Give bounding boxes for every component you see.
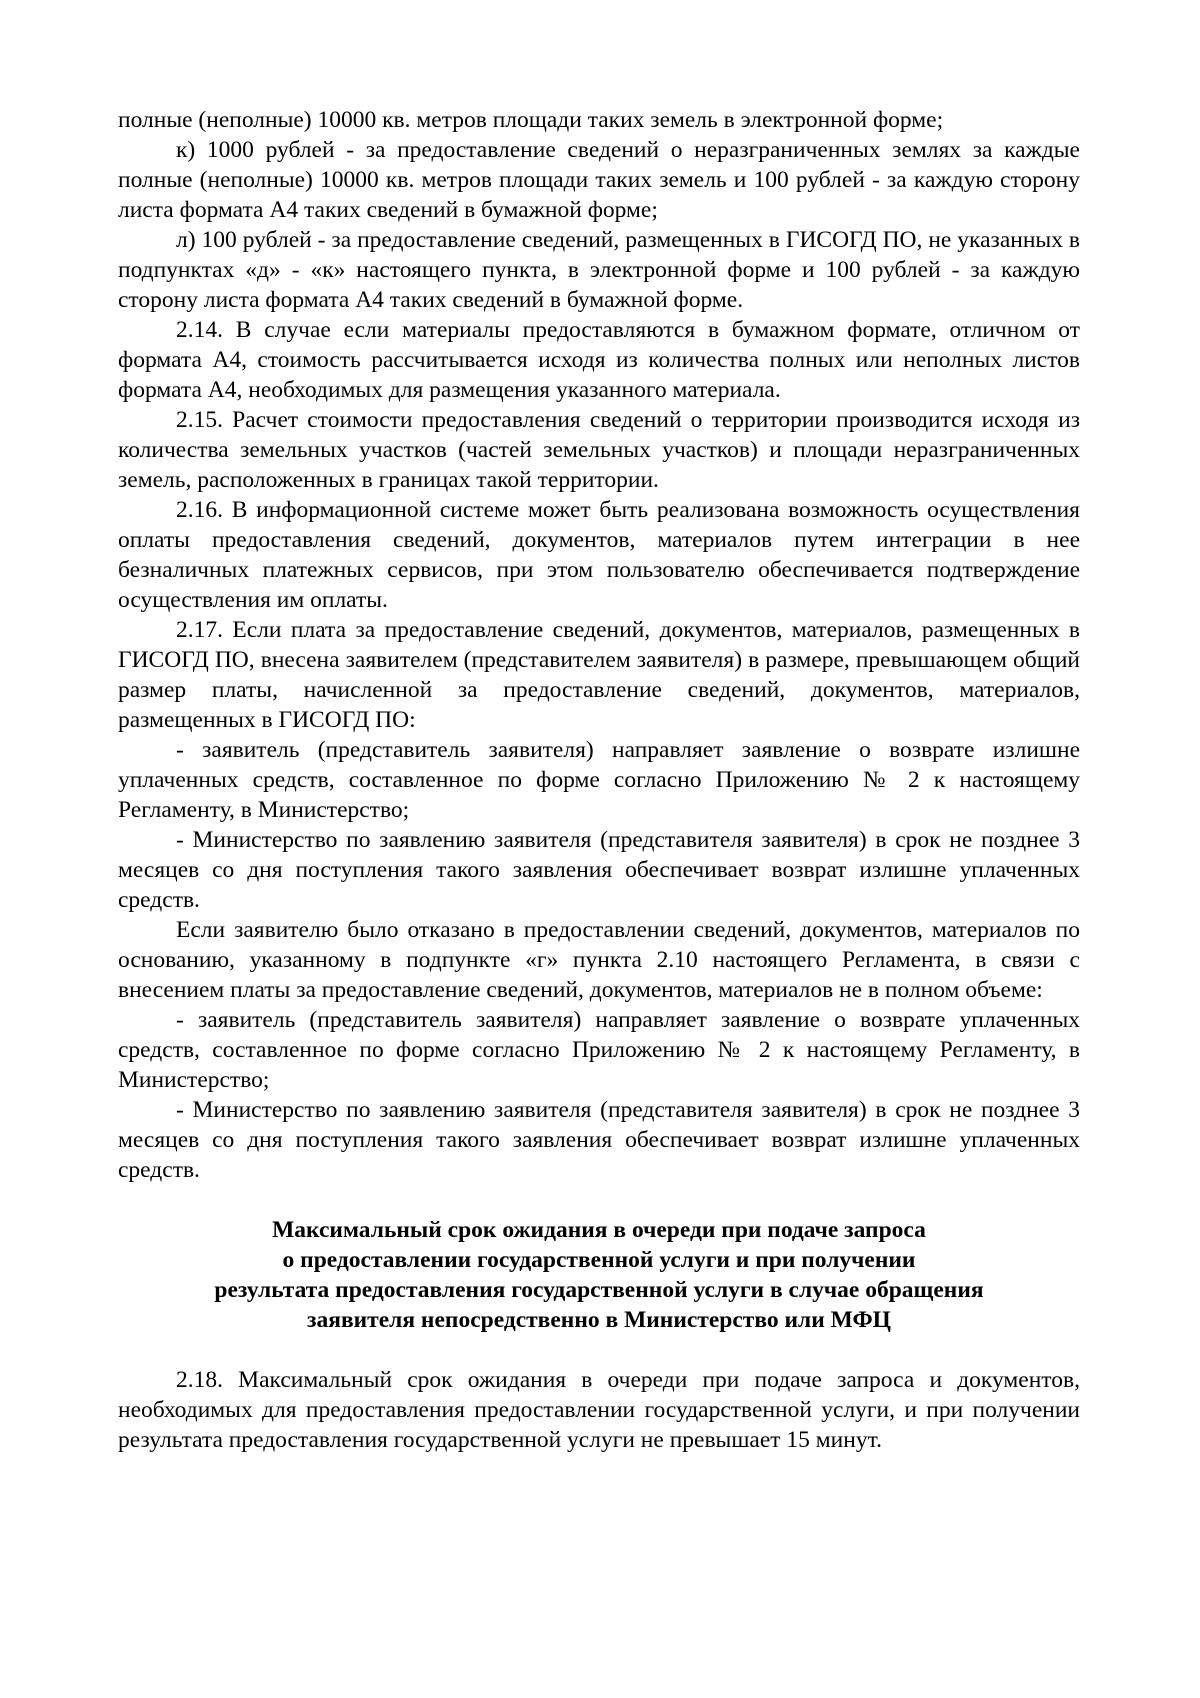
section-heading [118,1215,1080,1335]
heading-line: Максимальный срок ожидания в очереди при подаче запроса [272,1217,926,1243]
paragraph: к) 1000 рублей - за предоставление сведений о неразграниченных землях за каждые полные (неполные) 10000 кв. метров площади таких земель и 100 рублей - за каждую сторону листа формата А4 таких сведений в бумажной форме; [118,137,1080,223]
paragraph: 2.16. В информационной системе может быть реализована возможность осуществления оплаты предоставления сведений, документов, материалов путем интеграции в нее безналичных платежных сервисов, при этом пользователю обеспечивается подтверждение осуществления им оплаты. [118,497,1080,613]
paragraph: 2.18. Максимальный срок ожидания в очереди при подаче запроса и документов, необходимых для предоставления предоставлении государственной услуги, и при получении результата предоставления государственной услуги не превышает 15 минут. [118,1367,1080,1453]
paragraph: 2.17. Если плата за предоставление сведений, документов, материалов, размещенных в ГИСОГД ПО, внесена заявителем (представителем заявителя) в размере, превышающем общий размер платы, начисленной за предоставление сведений, документов, материалов, размещенных в ГИСОГД ПО: [118,617,1080,733]
paragraph: л) 100 рублей - за предоставление сведений, размещенных в ГИСОГД ПО, не указанных в подпунктах «д» - «к» настоящего пункта, в электронной форме и 100 рублей - за каждую сторону листа формата А4 таких сведений в бумажной форме. [118,227,1080,313]
paragraphs-before [118,105,1080,1185]
paragraph: полные (неполные) 10000 кв. метров площади таких земель в электронной форме; [118,107,944,133]
paragraph: 2.14. В случае если материалы предоставляются в бумажном формате, отличном от формата А4, стоимость рассчитывается исходя из количества полных или неполных листов формата А4, необходимых для размещения указанного материала. [118,317,1080,403]
paragraphs-after [118,1365,1080,1455]
paragraph: 2.15. Расчет стоимости предоставления сведений о территории производится исходя из количества земельных участков (частей земельных участков) и площади неразграниченных земель, расположенных в границах такой территории. [118,407,1080,493]
heading-line: заявителя непосредственно в Министерство или МФЦ [307,1307,891,1333]
paragraph: - заявитель (представитель заявителя) направляет заявление о возврате излишне уплаченных средств, составленное по форме согласно Приложению № 2 к настоящему Регламенту, в Министерство; [118,737,1080,823]
paragraph: Если заявителю было отказано в предоставлении сведений, документов, материалов по основанию, указанному в подпункте «г» пункта 2.10 настоящего Регламента, в связи с внесением платы за предоставление сведений, документов, материалов не в полном объеме: [118,917,1080,1003]
heading-line: результата предоставления государственной услуги в случае обращения [214,1277,984,1303]
heading-line: о предоставлении государственной услуги и при получении [282,1247,916,1273]
paragraph: - заявитель (представитель заявителя) направляет заявление о возврате уплаченных средств, составленное по форме согласно Приложению № 2 к настоящему Регламенту, в Министерство; [118,1007,1080,1093]
paragraph: - Министерство по заявлению заявителя (представителя заявителя) в срок не позднее 3 месяцев со дня поступления такого заявления обеспечивает возврат излишне уплаченных средств. [118,1097,1080,1183]
paragraph: - Министерство по заявлению заявителя (представителя заявителя) в срок не позднее 3 месяцев со дня поступления такого заявления обеспечивает возврат излишне уплаченных средств. [118,827,1080,913]
document-page [118,105,1080,1455]
